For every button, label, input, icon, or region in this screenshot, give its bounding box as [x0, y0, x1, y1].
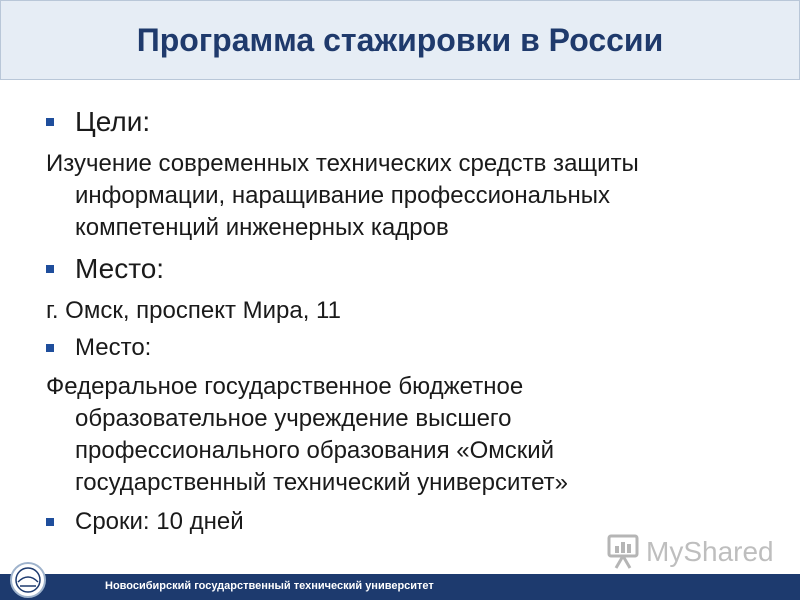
slide-title: Программа стажировки в России: [136, 21, 664, 58]
text-line: профессионального образования «Омский: [75, 437, 555, 464]
text-line: г. Омск, проспект Мира, 11: [46, 297, 341, 324]
text-line: образовательное учреждение высшего: [75, 405, 512, 432]
university-logo-icon: [8, 560, 48, 600]
watermark: [606, 534, 774, 570]
watermark-text: MyShared: [646, 536, 774, 567]
bullet-label: Место:: [75, 334, 152, 361]
bullet-square-icon: [46, 118, 54, 126]
text-line: Федеральное государственное бюджетное: [46, 373, 524, 400]
bullet-label: Место:: [75, 253, 165, 284]
bullet-square-icon: [46, 265, 54, 273]
institution-text: [46, 371, 766, 499]
bullet-square-icon: [46, 518, 54, 526]
bullet-goals: [46, 106, 150, 138]
text-line: компетенций инженерных кадров: [75, 214, 449, 241]
place-address: [46, 295, 766, 327]
bullet-duration: [46, 508, 244, 536]
text-line: Изучение современных технических средств защиты: [46, 150, 639, 177]
text-line: информации, наращивание профессиональных: [75, 182, 610, 209]
footer-bar: [0, 574, 800, 600]
presentation-board-icon: [606, 534, 640, 570]
footer-text: Новосибирский государственный технический университет: [105, 580, 434, 592]
bullet-label: Цели:: [75, 106, 151, 137]
bullet-label: Сроки: 10 дней: [75, 508, 244, 535]
goals-text: [46, 148, 766, 244]
text-line: государственный технический университет»: [75, 469, 569, 496]
bullet-place-2: [46, 334, 151, 362]
bullet-place-1: [46, 253, 164, 285]
bullet-square-icon: [46, 344, 54, 352]
